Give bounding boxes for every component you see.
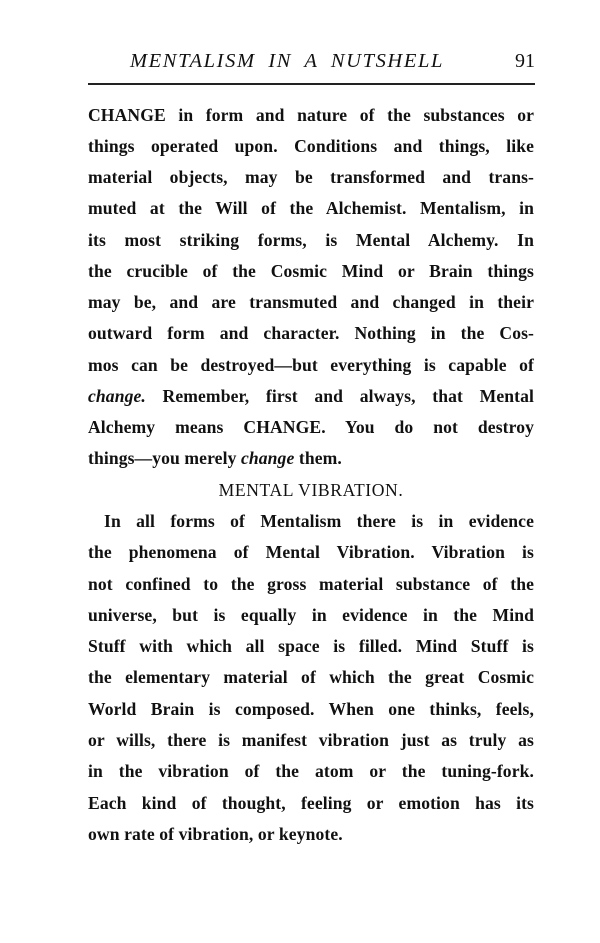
text-line: in the vibration of the atom or the tuning-fork. bbox=[88, 761, 534, 781]
text-line: the phenomena of Mental Vibration. Vibration is bbox=[88, 542, 534, 562]
text-line bbox=[88, 447, 534, 469]
emphasis: change bbox=[240, 448, 295, 468]
text-line: or wills, there is manifest vibration just as truly as bbox=[88, 730, 534, 750]
section-heading: MENTAL VIBRATION. bbox=[218, 480, 404, 500]
text-line: universe, but is equally in evidence in the Mind bbox=[88, 605, 534, 625]
text-line: CHANGE in form and nature of the substances or bbox=[88, 105, 534, 125]
text-line: the crucible of the Cosmic Mind or Brain things bbox=[88, 261, 534, 281]
running-title: MENTALISM IN A NUTSHELL bbox=[130, 50, 444, 72]
text-line: Alchemy means CHANGE. You do not destroy bbox=[88, 417, 534, 437]
text-line: the elementary material of which the great Cosmic bbox=[88, 667, 534, 687]
text-line bbox=[88, 385, 534, 407]
text-line: World Brain is composed. When one thinks, feels, bbox=[88, 699, 534, 719]
text-line: Each kind of thought, feeling or emotion has its bbox=[88, 793, 534, 813]
text-line: Stuff with which all space is filled. Mind Stuff is bbox=[88, 636, 534, 656]
text-line: outward form and character. Nothing in the Cos- bbox=[88, 323, 534, 343]
text-line: material objects, may be transformed and trans- bbox=[88, 167, 534, 187]
header-rule bbox=[88, 83, 535, 85]
emphasis: change. bbox=[88, 386, 146, 406]
text-line: its most striking forms, is Mental Alchemy. In bbox=[88, 230, 534, 250]
text-line: not confined to the gross material substance of the bbox=[88, 574, 534, 594]
text-line: In all forms of Mentalism there is in evidence bbox=[104, 511, 534, 531]
text-line: may be, and are transmuted and changed in their bbox=[88, 292, 534, 312]
text-line: mos can be destroyed—but everything is capable of bbox=[88, 355, 534, 375]
text-span: them. bbox=[294, 448, 342, 468]
text-line: things operated upon. Conditions and things, like bbox=[88, 136, 534, 156]
running-header bbox=[88, 50, 535, 80]
text-line: muted at the Will of the Alchemist. Mentalism, in bbox=[88, 198, 534, 218]
text-span: things—you merely bbox=[88, 448, 241, 468]
page-number: 91 bbox=[515, 50, 535, 72]
text-span: Remember, first and always, that Mental bbox=[145, 386, 534, 406]
text-line: own rate of vibration, or keynote. bbox=[88, 824, 343, 844]
